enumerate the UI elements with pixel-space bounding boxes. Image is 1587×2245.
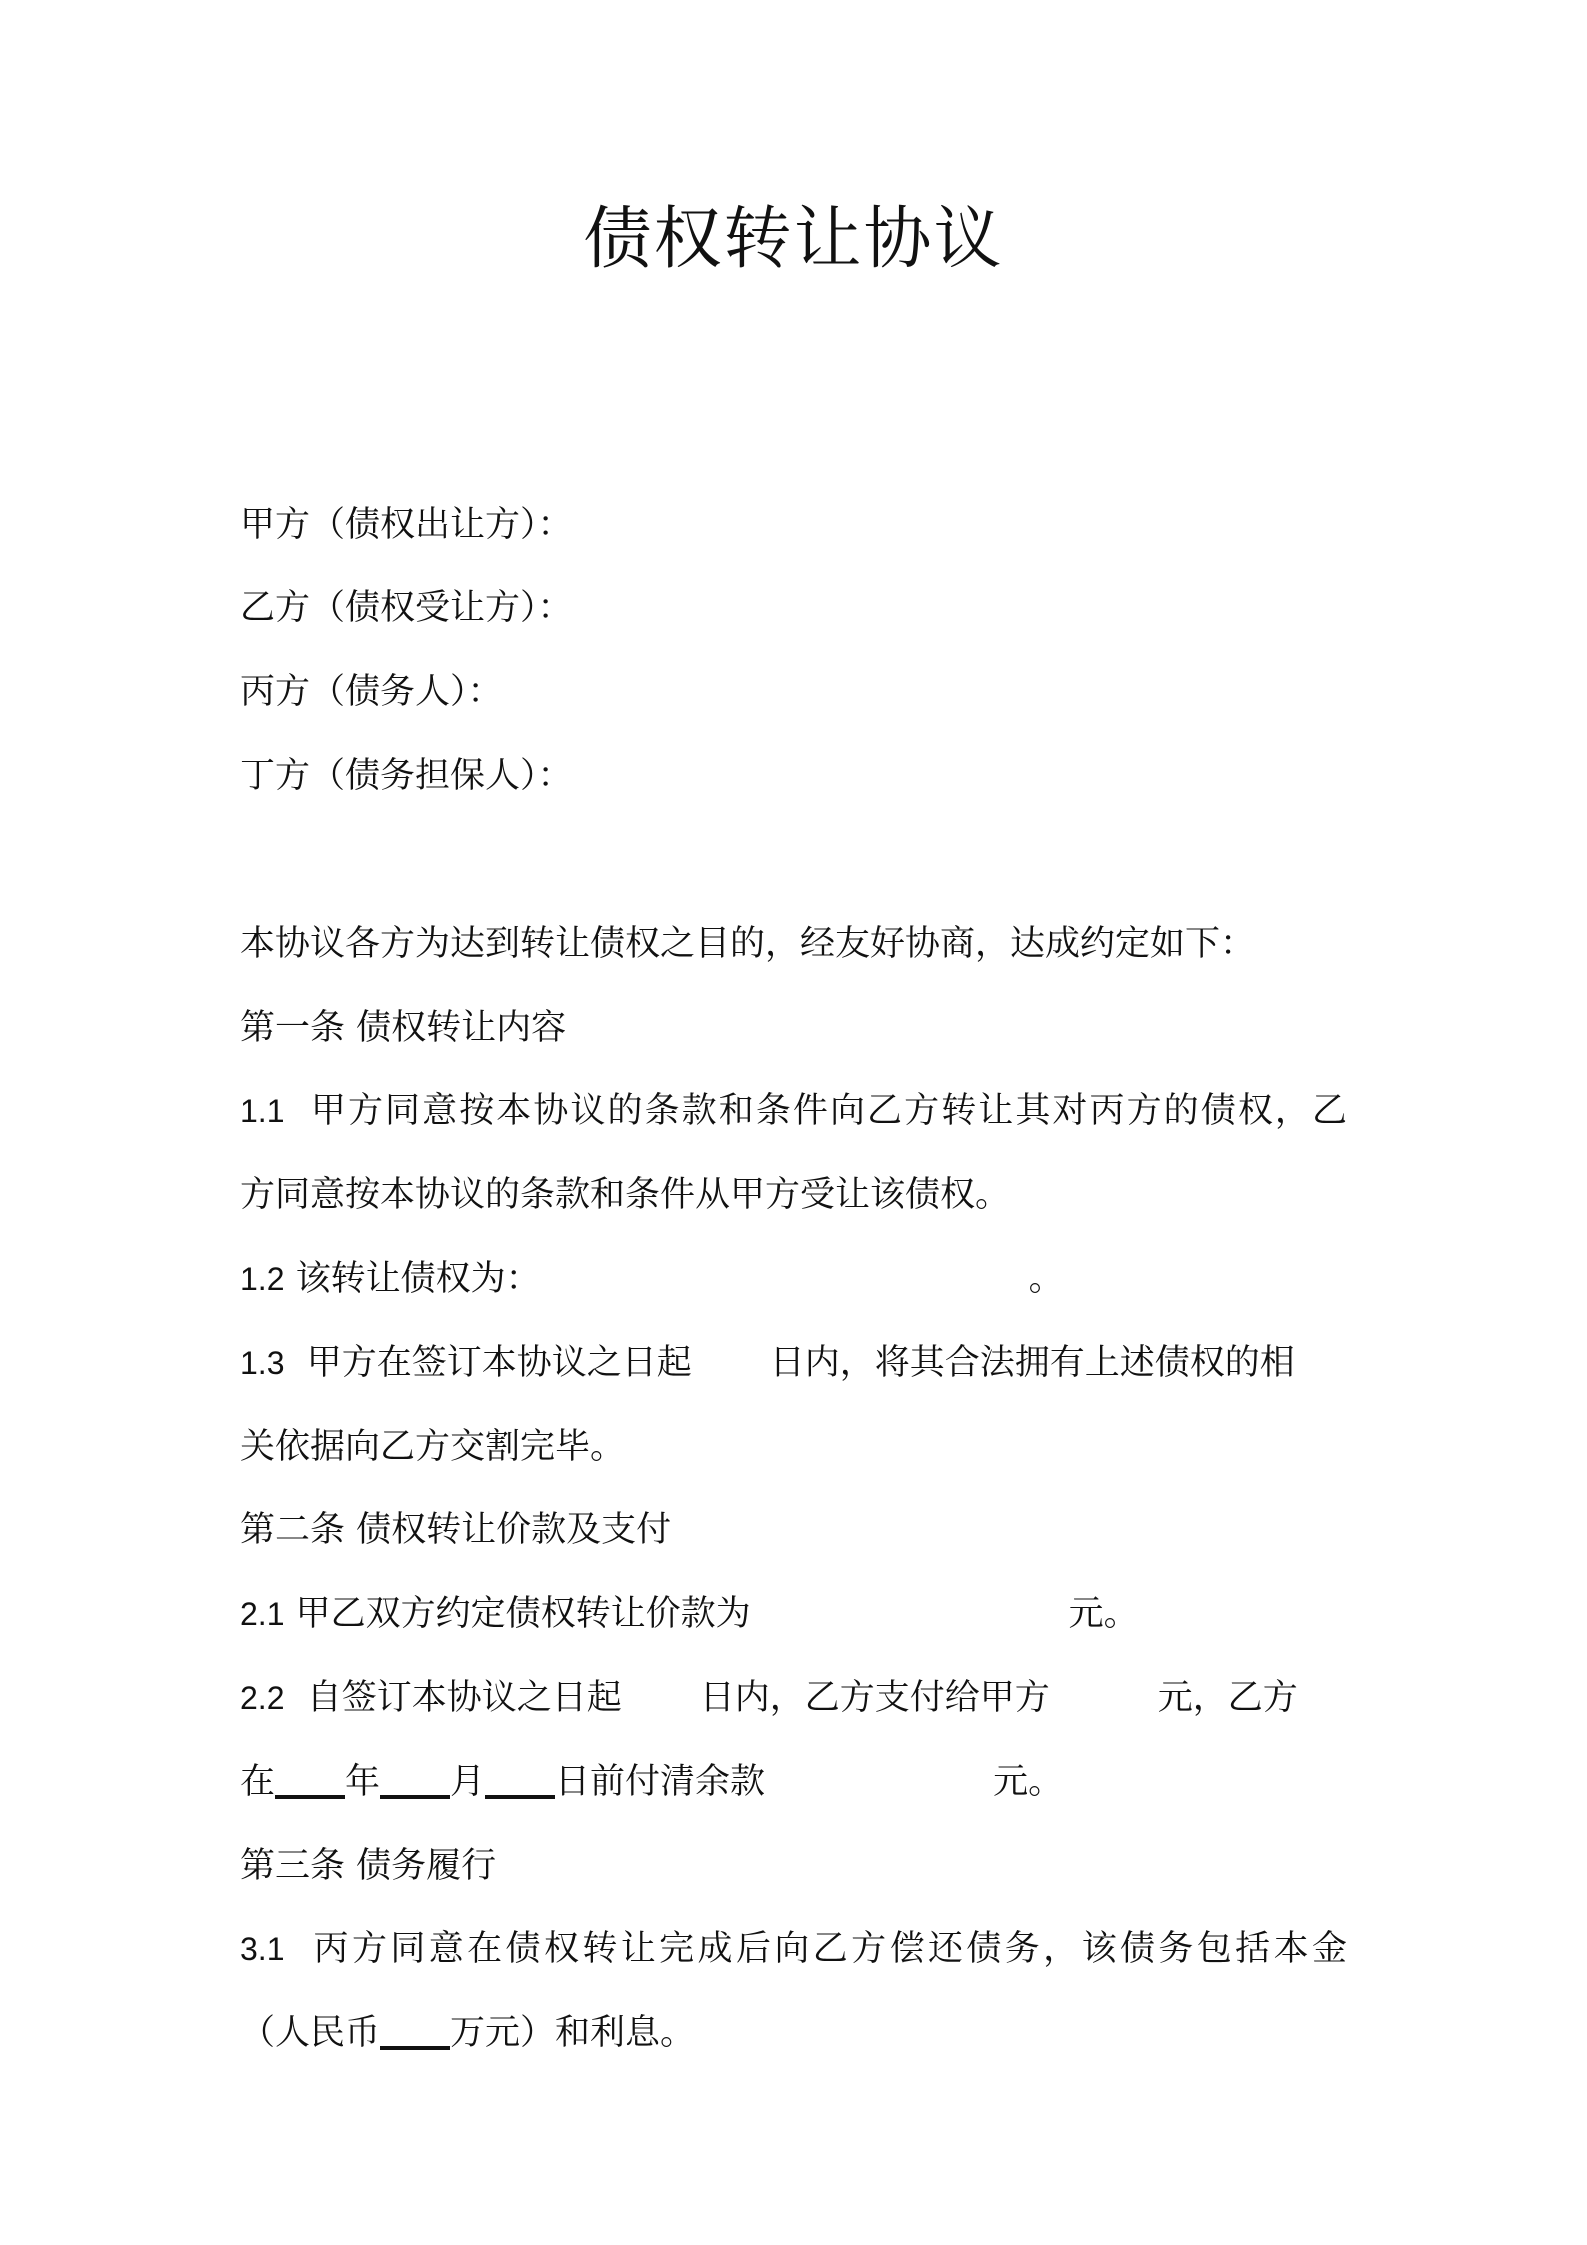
clause-text: 甲方同意按本协议的条款和条件向乙方转让其对丙方的债权，乙	[310, 1091, 1347, 1131]
clause-end: 元。	[1068, 1594, 1139, 1634]
underline-blank	[485, 1795, 555, 1799]
clause-number: 1.1	[240, 1093, 285, 1129]
clause-text: 甲乙双方约定债权转让价款为	[295, 1594, 751, 1634]
underline-blank	[275, 1795, 345, 1799]
clause-text: 日内，将其合法拥有上述债权的相	[769, 1343, 1295, 1383]
clause-text: 月	[450, 1762, 486, 1802]
clause-text: 甲方在签订本协议之日起	[306, 1343, 692, 1383]
clause-text: 日前付清余款	[555, 1762, 766, 1802]
party-a-label: 甲方（债权出让方）：	[240, 505, 573, 545]
clause-1-3-line-2: 关依据向乙方交割完毕。	[240, 1427, 626, 1467]
clause-1-1-line-2: 方同意按本协议的条款和条件从甲方受让该债权。	[240, 1175, 1011, 1215]
clause-number: 1.3	[240, 1345, 285, 1381]
clause-number: 2.1	[240, 1596, 285, 1632]
intro-paragraph: 本协议各方为达到转让债权之目的，经友好协商，达成约定如下：	[240, 924, 1256, 964]
party-b-label: 乙方（债权受让方）：	[240, 588, 573, 628]
clause-text: （人民币	[240, 2013, 381, 2053]
clause-end: 。	[1028, 1259, 1064, 1299]
clause-text: 该转让债权为：	[295, 1259, 541, 1299]
clause-text: 年	[345, 1762, 381, 1802]
clause-3-1-line-1	[240, 1929, 1347, 1969]
underline-blank	[380, 2046, 450, 2050]
article-1-heading: 第一条 债权转让内容	[240, 1008, 567, 1048]
clause-end: 元。	[993, 1762, 1064, 1802]
party-d-label: 丁方（债务担保人）：	[240, 756, 573, 796]
clause-2-2-line-1	[240, 1678, 1298, 1718]
clause-number: 3.1	[240, 1931, 285, 1967]
article-2-heading: 第二条 债权转让价款及支付	[240, 1510, 672, 1550]
clause-text: 万元）和利息。	[450, 2013, 696, 2053]
party-c-label: 丙方（债务人）：	[240, 672, 503, 712]
clause-number: 1.2	[240, 1261, 285, 1297]
clause-text: 元，乙方	[1157, 1678, 1298, 1718]
clause-2-2-line-2	[240, 1762, 1064, 1802]
clause-number: 2.2	[240, 1680, 285, 1716]
clause-1-2	[240, 1259, 1064, 1299]
clause-text: 丙方同意在债权转让完成后向乙方偿还债务，该债务包括本金	[313, 1929, 1347, 1969]
article-3-heading: 第三条 债务履行	[240, 1846, 497, 1886]
clause-text: 自签订本协议之日起	[306, 1678, 622, 1718]
clause-1-3-line-1	[240, 1343, 1295, 1383]
clause-1-1-line-1	[240, 1091, 1347, 1131]
clause-text: 在	[240, 1762, 276, 1802]
underline-blank	[380, 1795, 450, 1799]
document-title: 债权转让协议	[583, 200, 1004, 279]
clause-2-1	[240, 1594, 1139, 1634]
clause-text: 日内，乙方支付给甲方	[699, 1678, 1050, 1718]
clause-3-1-line-2	[240, 2013, 696, 2053]
